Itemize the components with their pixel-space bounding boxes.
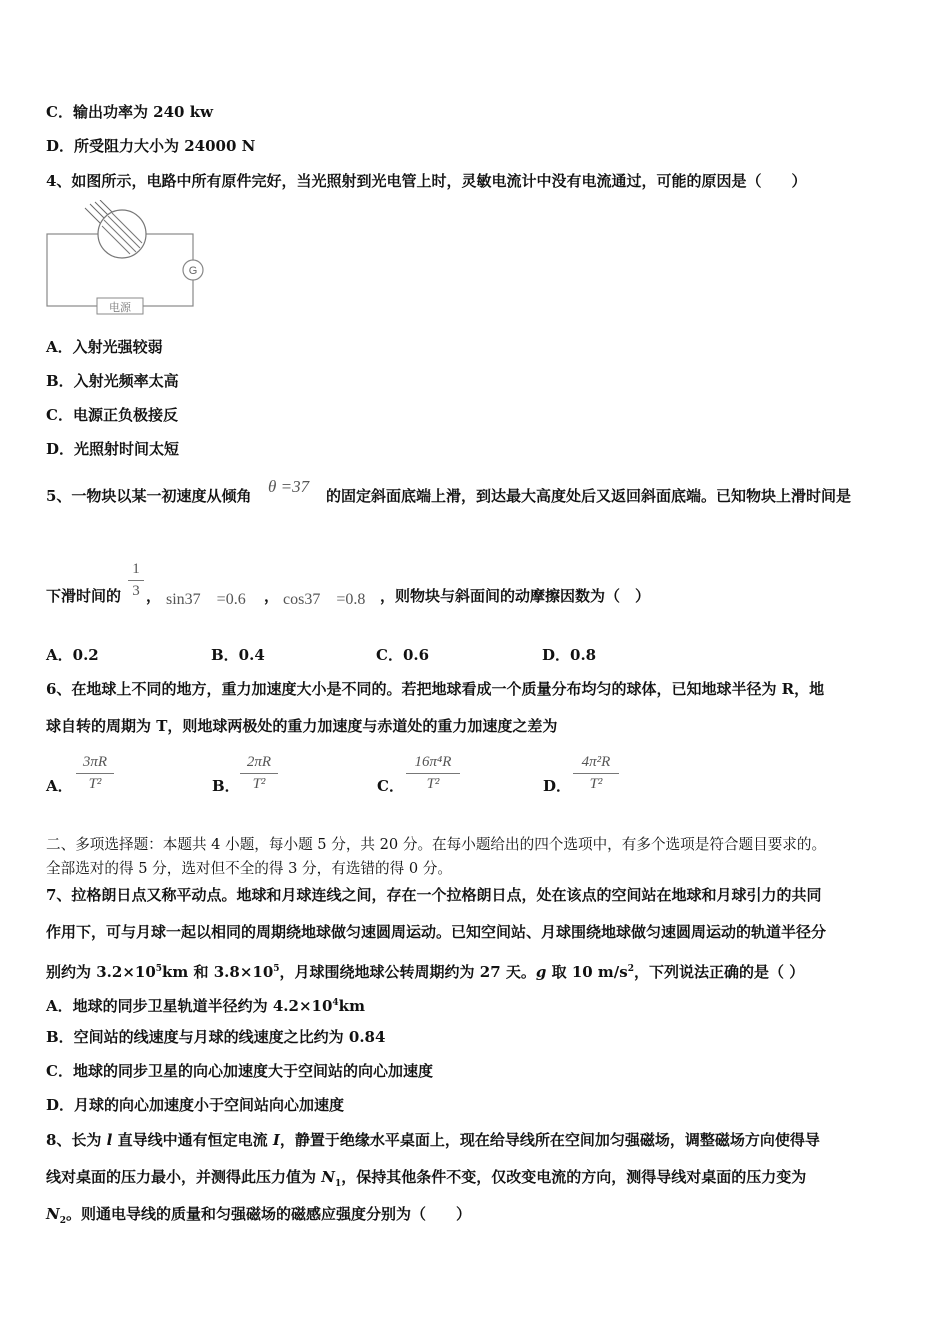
q6-option-c-label: C． — [377, 777, 404, 795]
q5-sep2: ， — [264, 587, 280, 605]
q4-option-c: C．电源正负极接反 — [46, 406, 178, 424]
q7-option-c: C．地球的同步卫星的向心加速度大于空间站的向心加速度 — [46, 1062, 433, 1080]
q6-option-c-formula: 16π⁴R T² — [406, 754, 460, 793]
galvanometer-label: G — [188, 265, 198, 277]
phototube-icon — [98, 210, 146, 258]
q8-stem-line1: 8、长为 l 直导线中通有恒定电流 I，静置于绝缘水平桌面上，现在给导线所在空间加匀强磁场，调整磁场方向使得导 — [46, 1131, 820, 1149]
section2-header-line2: 全部选对的得 5 分，选对但不全的得 3 分，有选错的得 0 分。 — [46, 860, 452, 877]
q6-option-a-formula: 3πR T² — [76, 754, 114, 793]
q3-option-c: C．输出功率为 240 kw — [46, 103, 214, 121]
q5-option-b: B．0.4 — [211, 646, 265, 664]
q7-stem-line1: 7、拉格朗日点又称平动点。地球和月球连线之间，存在一个拉格朗日点，处在该点的空间站在地球和月球引力的共同 — [46, 886, 822, 904]
photoelectric-circuit-figure — [40, 200, 210, 318]
q6-option-d-formula: 4π²R T² — [573, 754, 619, 793]
q4-option-a: A．入射光强较弱 — [46, 338, 163, 356]
q5-stem-line2-end: ，则物块与斜面间的动摩擦因数为（ ） — [380, 587, 651, 605]
power-source-label: 电源 — [109, 301, 131, 314]
q6-option-b-formula: 2πR T² — [240, 754, 278, 793]
q5-stem-line2-start: 下滑时间的 — [46, 587, 122, 605]
q5-option-d: D．0.8 — [542, 646, 597, 664]
q5-sin-formula: sin37 =0.6 — [166, 591, 246, 608]
q6-stem-line1: 6、在地球上不同的地方，重力加速度大小是不同的。若把地球看成一个质量分布均匀的球体，已知地球半径为 R，地 — [46, 680, 825, 698]
q8-stem-line3: $N_2$。则通电导线的质量和匀强磁场的磁感应强度分别为（ ） — [46, 1205, 471, 1226]
q5-cos-formula: cos37 =0.8 — [283, 591, 366, 608]
q6-option-a-label: A． — [46, 777, 73, 795]
q5-stem-part1: 5、一物块以某一初速度从倾角 — [46, 487, 252, 505]
section2-header-line1: 二、多项选择题：本题共 4 小题，每小题 5 分，共 20 分。在每小题给出的四个选项中，有多个选项是符合题目要求的。 — [46, 836, 827, 853]
q7-option-d: D．月球的向心加速度小于空间站向心加速度 — [46, 1096, 345, 1114]
q3-option-d: D．所受阻力大小为 24000 N — [46, 137, 256, 155]
q5-fraction-denominator: 3 — [132, 583, 140, 599]
q7-stem-line3: 别约为 $3.2\times 10^5km$ 和 $3.8\times 10^5$，月球围绕地球公转周期约为 27 天。g 取 10 $m/s^2$，下列说法正确的是（ ） — [46, 963, 805, 981]
q5-option-c: C．0.6 — [376, 646, 430, 664]
q6-option-b-label: B． — [212, 777, 240, 795]
q7-option-a: A．地球的同步卫星轨道半径约为 $4.2\times 10^4km$ — [46, 997, 365, 1015]
q5-stem-part2: 的固定斜面底端上滑，到达最大高度处后又返回斜面底端。已知物块上滑时间是 — [326, 487, 852, 505]
q7-stem-line2: 作用下，可与月球一起以相同的周期绕地球做匀速圆周运动。已知空间站、月球围绕地球做匀速圆周运动的轨道半径分 — [46, 923, 827, 941]
q6-stem-line2: 球自转的周期为 T，则地球两极处的重力加速度与赤道处的重力加速度之差为 — [46, 717, 558, 735]
q5-option-a: A．0.2 — [46, 646, 99, 664]
q5-sep1: ， — [146, 587, 162, 605]
q4-option-b: B．入射光频率太高 — [46, 372, 179, 390]
q4-option-d: D．光照射时间太短 — [46, 440, 180, 458]
q5-theta-formula: θ =37 — [268, 477, 310, 496]
q5-fraction — [128, 561, 144, 600]
q5-fraction-numerator: 1 — [132, 561, 140, 577]
q6-option-d-label: D． — [543, 777, 572, 795]
q4-stem: 4、如图所示，电路中所有原件完好，当光照射到光电管上时，灵敏电流计中没有电流通过，可能的原因是（ ） — [46, 172, 807, 190]
q7-option-b: B．空间站的线速度与月球的线速度之比约为 0.84 — [46, 1028, 386, 1046]
q8-stem-line2: 线对桌面的压力最小，并测得此压力值为 $N_1$，保持其他条件不变，仅改变电流的方向，测得导线对桌面的压力变为 — [46, 1168, 807, 1189]
